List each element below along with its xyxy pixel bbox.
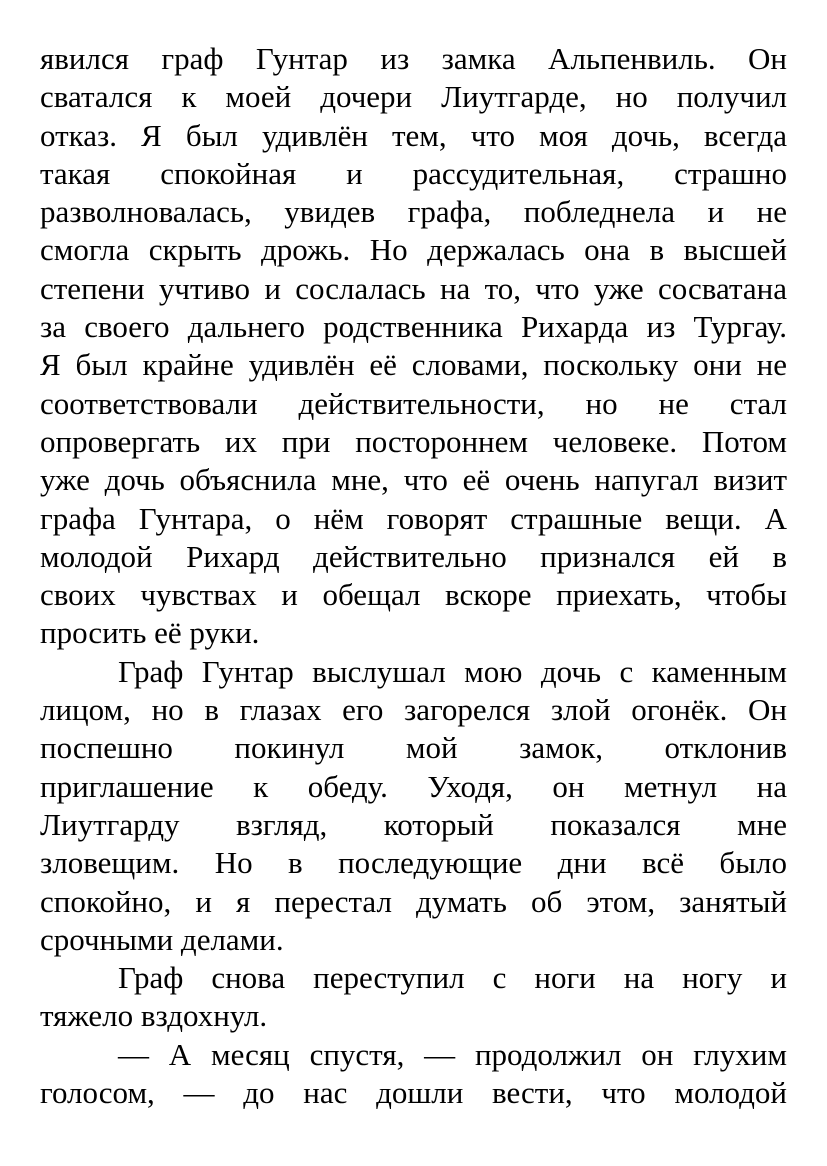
text-line: отказ. Я был удивлён тем, что моя дочь, всегда [40,117,787,153]
text-line: опровергать их при постороннем человеке. Потом [40,423,787,459]
text-line: такая спокойная и рассудительная, страшно [40,155,787,191]
paragraph-3 [40,959,787,1036]
book-page [40,40,787,1112]
paragraph-4 [40,1036,787,1113]
text-line: срочными делами. [40,921,284,957]
text-line: приглашение к обеду. Уходя, он метнул на [40,768,787,804]
text-line: просить её руки. [40,615,260,651]
text-line: степени учтиво и сослалась на то, что уже сосватана [40,270,787,306]
paragraph-2 [40,653,787,959]
text-line: уже дочь объяснила мне, что её очень напугал визит [40,462,787,498]
text-line: своих чувствах и обещал вскоре приехать, чтобы [40,577,787,613]
text-line: тяжело вздохнул. [40,998,268,1034]
text-line: зловещим. Но в последующие дни всё было [40,845,787,881]
text-line: Лиутгарду взгляд, который показался мне [40,806,787,842]
text-line: явился граф Гунтар из замка Альпенвиль. Он [40,41,787,76]
text-line: поспешно покинул мой замок, отклонив [40,730,787,766]
text-line: лицом, но в глазах его загорелся злой огонёк. Он [40,692,787,728]
text-line: — А месяц спустя, — продолжил он глухим [118,1036,787,1072]
text-line: соответствовали действительности, но не стал [40,385,787,421]
text-line: голосом, — до нас дошли вести, что молодой [40,1075,787,1111]
text-line: разволновалась, увидев графа, побледнела и не [40,194,787,230]
text-line: спокойно, и я перестал думать об этом, занятый [40,883,787,919]
text-line: сватался к моей дочери Лиутгарде, но получил [40,79,787,115]
text-line: графа Гунтара, о нём говорят страшные вещи. А [40,500,787,536]
text-line: Я был крайне удивлён её словами, поскольку они не [40,347,787,383]
text-line: Граф Гунтар выслушал мою дочь с каменным [118,653,787,689]
text-line: смогла скрыть дрожь. Но держалась она в высшей [40,232,787,268]
text-line: молодой Рихард действительно признался ей в [40,538,787,574]
text-line: за своего дальнего родственника Рихарда из Тургау. [40,309,787,345]
paragraph-1 [40,40,787,653]
text-line: Граф снова переступил с ноги на ногу и [118,960,787,996]
